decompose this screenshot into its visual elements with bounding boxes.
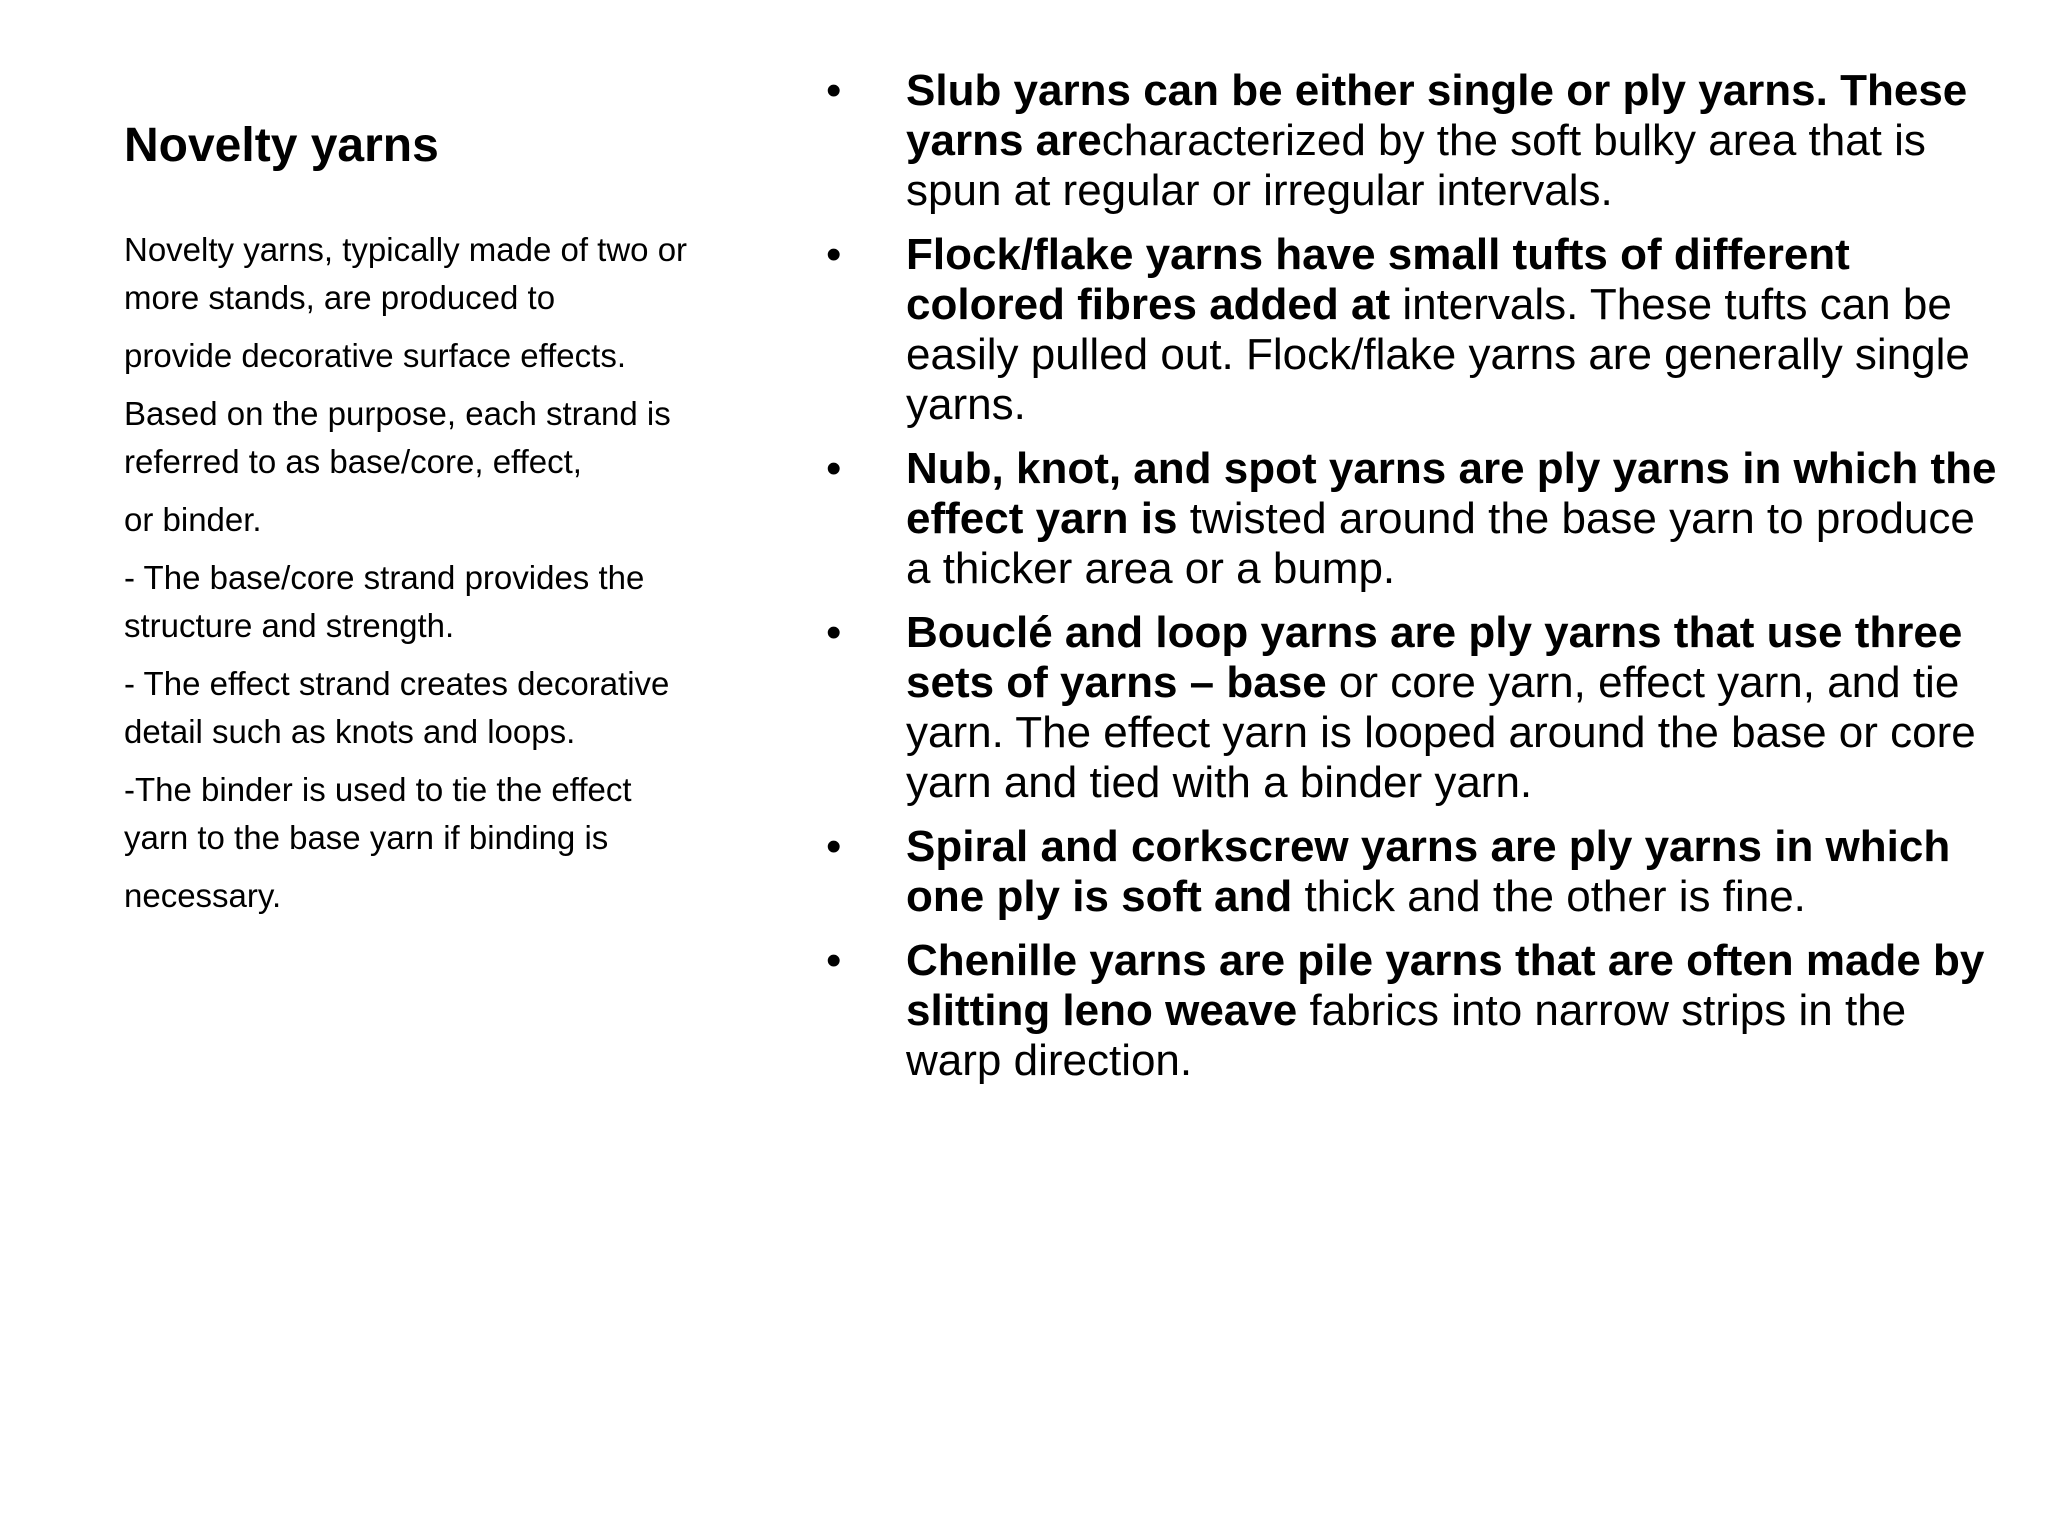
left-paragraph: Based on the purpose, each strand is referred to as base/core, effect, xyxy=(124,395,671,480)
left-paragraph: provide decorative surface effects. xyxy=(124,337,626,374)
left-paragraph: - The effect strand creates decorative detail such as knots and loops. xyxy=(124,665,670,750)
bullet-regular-text: thick and the other is fine. xyxy=(1292,872,1806,921)
left-paragraph: -The binder is used to tie the effect yarn to the base yarn if binding is xyxy=(124,771,632,856)
bullet-icon: • xyxy=(826,444,842,493)
bullet-icon: • xyxy=(826,66,842,115)
bullet-regular-text: twisted around the base yarn to produce a thicker area or a bump. xyxy=(906,494,1975,593)
bullet-icon: • xyxy=(826,608,842,657)
bullet-regular-text: characterized by the soft bulky area that is spun at regular or irregular intervals. xyxy=(906,116,1926,215)
bullet-bold-text: Nub, knot, and spot yarns are ply yarns in which the effect yarn is xyxy=(906,444,1997,543)
bullet-item xyxy=(826,66,2006,216)
bullet-icon: • xyxy=(826,936,842,985)
bullet-bold-text: Bouclé and loop yarns are ply yarns that use three sets of yarns – base xyxy=(906,608,1963,707)
left-paragraph: necessary. xyxy=(124,877,282,914)
left-paragraph: or binder. xyxy=(124,501,262,538)
bullet-bold-text: Slub yarns can be either single or ply yarns. These yarns are xyxy=(906,66,1968,165)
bullet-regular-text: or core yarn, effect yarn, and tie yarn. The effect yarn is looped around the base or core yarn and tied with a binder yarn. xyxy=(906,658,1976,807)
bullet-regular-text: intervals. These tufts can be easily pulled out. Flock/flake yarns are generally single yarns. xyxy=(906,280,1970,429)
bullet-item xyxy=(826,936,2006,1086)
bullet-item xyxy=(826,822,2006,922)
bullet-bold-text: Spiral and corkscrew yarns are ply yarns in which one ply is soft and xyxy=(906,822,1951,921)
bullet-icon: • xyxy=(826,230,842,279)
bullet-bold-text: Chenille yarns are pile yarns that are often made by slitting leno weave xyxy=(906,936,1985,1035)
left-paragraph: - The base/core strand provides the structure and strength. xyxy=(124,559,645,644)
bullet-regular-text: fabrics into narrow strips in the warp direction. xyxy=(906,986,1907,1085)
bullet-item xyxy=(826,608,2006,808)
left-paragraph: Novelty yarns, typically made of two or more stands, are produced to xyxy=(124,231,688,316)
bullet-item xyxy=(826,230,2006,430)
left-column xyxy=(124,112,774,930)
slide-title: Novelty yarns xyxy=(124,119,439,172)
bullet-list xyxy=(826,66,2006,1100)
bullet-icon: • xyxy=(826,822,842,871)
bullet-bold-text: Flock/flake yarns have small tufts of different colored fibres added at xyxy=(906,230,1850,329)
bullet-item xyxy=(826,444,2006,594)
